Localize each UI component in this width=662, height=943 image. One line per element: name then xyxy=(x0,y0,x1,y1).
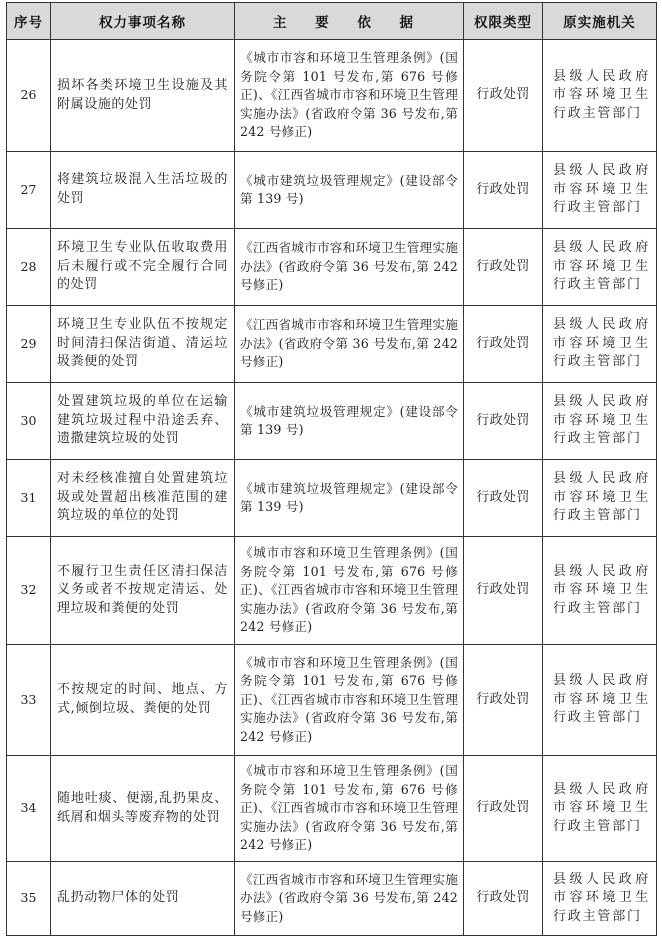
row-item-name: 环境卫生专业队伍收取费用后未履行或不完全履行合同的处罚 xyxy=(51,229,235,306)
table-row xyxy=(7,756,657,862)
row-item-name: 不履行卫生责任区清扫保洁义务或者不按规定清运、处理垃圾和粪便的处罚 xyxy=(51,537,235,645)
row-basis: 《城市市容和环境卫生管理条例》(国务院令第 101 号发布,第 676 号修正)、《江西省城市市容和环境卫生管理实施办法》(省政府令第 36 号发布,第 242 号修正) xyxy=(235,756,464,862)
table-row xyxy=(7,152,657,229)
row-item-name: 损坏各类环境卫生设施及其附属设施的处罚 xyxy=(51,40,235,152)
row-basis: 《城市市容和环境卫生管理条例》(国务院令第 101 号发布,第 676 号修正)、《江西省城市市容和环境卫生管理实施办法》(省政府令第 36 号发布,第 242 号修正) xyxy=(235,645,464,756)
row-agency: 县级人民政府市容环境卫生行政主管部门 xyxy=(543,152,657,229)
row-item-name: 不按规定的时间、地点、方式,倾倒垃圾、粪便的处罚 xyxy=(51,645,235,756)
table-row xyxy=(7,229,657,306)
row-number: 29 xyxy=(7,306,51,383)
row-type: 行政处罚 xyxy=(464,862,543,936)
row-agency: 县级人民政府市容环境卫生行政主管部门 xyxy=(543,460,657,537)
row-item-name: 环境卫生专业队伍不按规定时间清扫保洁街道、清运垃圾粪便的处罚 xyxy=(51,306,235,383)
row-item-name: 处置建筑垃圾的单位在运输建筑垃圾过程中沿途丢弃、遗撒建筑垃圾的处罚 xyxy=(51,383,235,460)
row-item-name: 将建筑垃圾混入生活垃圾的处罚 xyxy=(51,152,235,229)
row-basis: 《江西省城市市容和环境卫生管理实施办法》(省政府令第 36 号发布,第 242 号修正) xyxy=(235,862,464,936)
row-type: 行政处罚 xyxy=(464,537,543,645)
table-header xyxy=(7,3,657,40)
header-serial-number: 序号 xyxy=(7,3,51,40)
row-number: 35 xyxy=(7,862,51,936)
row-item-name: 对未经核准擅自处置建筑垃圾或处置超出核准范围的建筑垃圾的单位的处罚 xyxy=(51,460,235,537)
row-basis: 《城市建筑垃圾管理规定》(建设部令第 139 号) xyxy=(235,383,464,460)
row-agency: 县级人民政府市容环境卫生行政主管部门 xyxy=(543,383,657,460)
header-row xyxy=(7,3,657,40)
row-basis: 《城市建筑垃圾管理规定》(建设部令第 139 号) xyxy=(235,460,464,537)
row-number: 27 xyxy=(7,152,51,229)
table-row xyxy=(7,40,657,152)
header-main-basis: 主 要 依 据 xyxy=(235,3,464,40)
row-basis: 《城市市容和环境卫生管理条例》(国务院令第 101 号发布,第 676 号修正)、《江西省城市市容和环境卫生管理实施办法》(省政府令第 36 号发布,第 242 号修正) xyxy=(235,537,464,645)
row-item-name: 随地吐痰、便溺,乱扔果皮、纸屑和烟头等废弃物的处罚 xyxy=(51,756,235,862)
row-type: 行政处罚 xyxy=(464,229,543,306)
row-basis: 《城市建筑垃圾管理规定》(建设部令第 139 号) xyxy=(235,152,464,229)
row-agency: 县级人民政府市容环境卫生行政主管部门 xyxy=(543,537,657,645)
table-row xyxy=(7,645,657,756)
power-items-table xyxy=(6,2,657,936)
header-item-name: 权力事项名称 xyxy=(51,3,235,40)
row-number: 33 xyxy=(7,645,51,756)
row-number: 32 xyxy=(7,537,51,645)
row-type: 行政处罚 xyxy=(464,40,543,152)
row-basis: 《江西省城市市容和环境卫生管理实施办法》(省政府令第 36 号发布,第 242 号修正) xyxy=(235,306,464,383)
row-agency: 县级人民政府市容环境卫生行政主管部门 xyxy=(543,229,657,306)
row-agency: 县级人民政府市容环境卫生行政主管部门 xyxy=(543,40,657,152)
header-original-agency: 原实施机关 xyxy=(543,3,657,40)
row-type: 行政处罚 xyxy=(464,383,543,460)
row-number: 31 xyxy=(7,460,51,537)
table-row xyxy=(7,306,657,383)
table-row xyxy=(7,537,657,645)
row-type: 行政处罚 xyxy=(464,756,543,862)
row-number: 28 xyxy=(7,229,51,306)
header-authority-type: 权限类型 xyxy=(464,3,543,40)
row-agency: 县级人民政府市容环境卫生行政主管部门 xyxy=(543,645,657,756)
row-number: 26 xyxy=(7,40,51,152)
row-type: 行政处罚 xyxy=(464,306,543,383)
table-row xyxy=(7,862,657,936)
row-agency: 县级人民政府市容环境卫生行政主管部门 xyxy=(543,862,657,936)
row-number: 30 xyxy=(7,383,51,460)
row-type: 行政处罚 xyxy=(464,460,543,537)
row-item-name: 乱扔动物尸体的处罚 xyxy=(51,862,235,936)
row-type: 行政处罚 xyxy=(464,645,543,756)
row-agency: 县级人民政府市容环境卫生行政主管部门 xyxy=(543,756,657,862)
table-row xyxy=(7,383,657,460)
row-basis: 《江西省城市市容和环境卫生管理实施办法》(省政府令第 36 号发布,第 242 号修正) xyxy=(235,229,464,306)
row-agency: 县级人民政府市容环境卫生行政主管部门 xyxy=(543,306,657,383)
row-number: 34 xyxy=(7,756,51,862)
row-basis: 《城市市容和环境卫生管理条例》(国务院令第 101 号发布,第 676 号修正)、《江西省城市市容和环境卫生管理实施办法》(省政府令第 36 号发布,第 242 号修正) xyxy=(235,40,464,152)
table-row xyxy=(7,460,657,537)
table-body xyxy=(7,40,657,936)
row-type: 行政处罚 xyxy=(464,152,543,229)
